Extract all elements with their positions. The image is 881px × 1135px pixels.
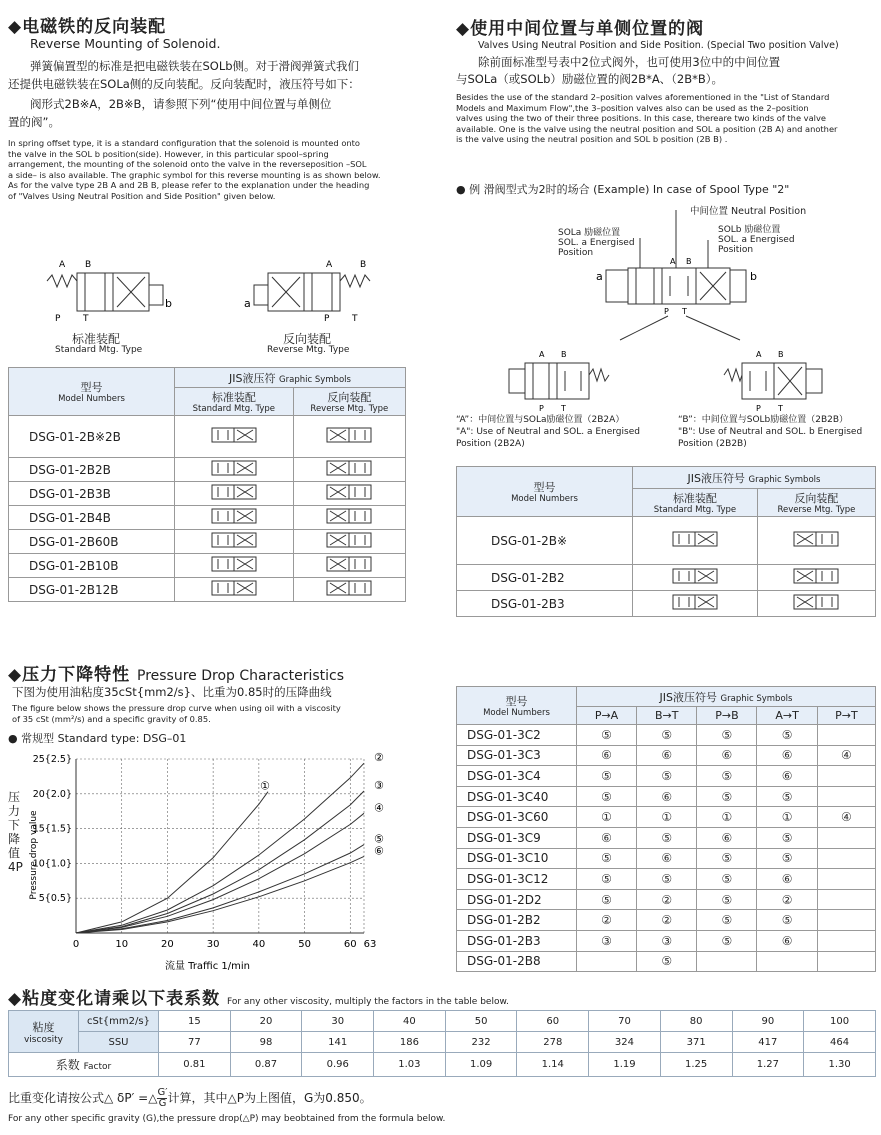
table-pressure-curves: 型号 Model Numbers JIS液压符号 Graphic Symbols P→A B→T P→B A→T P→T DSG-01-3C2 ⑤ ⑤ ⑤ ⑤ DSG-01-3C3 ⑥ ⑥ ⑥ ⑥ ④ DSG-01-3C4 ⑤ ⑤ ⑤ ⑥ DSG-01-3C40 ⑤ ⑥ ⑤ ⑤ DSG-01-3C60 ① ① ① ① ④ DSG-01-3C9 ⑥ ⑤ ⑥ ⑤ DSG-01-3C10 ⑤ ⑥ ⑤ ⑤ DSG-01-3C12 ⑤ ⑤ ⑤ ⑥ DSG-01-2D2 ⑤ ② ⑤ ② DSG-01-2B2 ② ② ⑤ ⑤ DSG-01-2B3 ③ ③ ⑤ ⑥ DSG-01-2B8 ⑤ (456, 686, 876, 972)
valve-symbol-icon (326, 532, 372, 548)
curve-number: ⑥ (757, 869, 817, 890)
curve-number: ⑤ (697, 869, 757, 890)
table-row (457, 591, 876, 617)
curve-number: ⑤ (697, 766, 757, 787)
curve-number (817, 786, 875, 807)
flow-path-header: B→T (637, 707, 697, 725)
svg-text:T: T (682, 307, 687, 316)
viscosity-value: 278 (517, 1032, 589, 1053)
svg-text:P: P (756, 404, 761, 413)
curve-number: ⑤ (697, 889, 757, 910)
curve-number: ⑤ (697, 910, 757, 931)
model-number: DSG-01-2B※2B (9, 416, 175, 458)
x-tick-label: 30 (206, 939, 220, 950)
viscosity-value: 90 (732, 1011, 804, 1032)
y-axis-label: Pressure drop value (29, 810, 39, 900)
svg-text:B: B (686, 257, 692, 266)
svg-text:A: A (539, 350, 545, 359)
solb-label: SOLb 励磁位置 SOL. a Energised Position (718, 225, 795, 255)
svg-text:A: A (756, 350, 762, 359)
svg-text:T: T (352, 314, 358, 324)
neutral-para-en: Besides the use of the standard 2–position valves aforementioned in the "List of Standard Models and Maximum Flow",the 3–position valves also can be used as the 2–position valves using the two of their three positions. In this case, thereare two kinds of the valve available. One is the valve using the neutral position and SOL a position (2B A) and another is the valve using the neutral position and SOL b position (2B B) . (456, 92, 838, 144)
model-number: DSG-01-3C10 (457, 848, 577, 869)
svg-text:B: B (360, 260, 367, 270)
curve-number: ⑥ (757, 930, 817, 951)
curve-number: ⑤ (577, 725, 637, 746)
x-tick-label: 50 (298, 939, 311, 950)
curve-number (817, 910, 875, 931)
viscosity-value: 30 (302, 1011, 374, 1032)
curve-number (817, 766, 875, 787)
std-mount-zh: 标准装配 (72, 332, 121, 346)
viscosity-value: 77 (159, 1032, 231, 1053)
table-row (9, 554, 406, 578)
curve-number: ① (757, 807, 817, 828)
valve-symbol-icon (326, 508, 372, 524)
curve-number: ⑤ (697, 725, 757, 746)
valve-symbol-icon (211, 556, 257, 572)
table-standard-reverse (8, 367, 406, 602)
curve-number: ⑥ (637, 745, 697, 766)
table-row (457, 786, 876, 807)
valve-2b2b-symbol (722, 345, 842, 415)
curve-number (817, 725, 875, 746)
curve-number: ⑥ (757, 766, 817, 787)
curve-number: ⑤ (757, 848, 817, 869)
viscosity-row: SSU 77 98 141 186 232 278 324 371 417 464 (9, 1032, 876, 1053)
curve-number: ⑤ (637, 766, 697, 787)
curve-number: ⑤ (697, 786, 757, 807)
curve-number: ② (637, 910, 697, 931)
valve-symbol-icon (211, 460, 257, 476)
table-row (9, 578, 406, 602)
x-tick-label: 40 (252, 939, 266, 950)
curve-number: ⑥ (637, 848, 697, 869)
sol-a-label: a (244, 297, 251, 310)
curve-number: ⑤ (637, 869, 697, 890)
viscosity-value: 141 (302, 1032, 374, 1053)
viscosity-value: 186 (374, 1032, 446, 1053)
model-number: DSG-01-2D2 (457, 889, 577, 910)
series-line (76, 763, 364, 933)
svg-text:P: P (664, 307, 669, 316)
svg-text:A: A (326, 260, 333, 270)
example-label: ● 例 滑阀型式为2时的场合 (Example) In case of Spool Type "2" (456, 183, 790, 196)
reverse-mount-symbol (240, 255, 400, 325)
flow-path-header: P→B (697, 707, 757, 725)
x-axis-label: 流量 Traffic 1/min (165, 961, 250, 972)
curve-number: ⑤ (637, 725, 697, 746)
viscosity-value: 1.03 (374, 1053, 446, 1077)
table-row (457, 951, 876, 972)
viscosity-value: 0.87 (230, 1053, 302, 1077)
curve-number: ① (697, 807, 757, 828)
x-tick-label: 20 (161, 939, 174, 950)
valve-symbol-icon (211, 427, 257, 443)
curve-number: ⑥ (757, 745, 817, 766)
x-tick-label: 63 (363, 939, 377, 950)
model-number: DSG-01-3C40 (457, 786, 577, 807)
y-tick-label: 20{2.0} (32, 788, 72, 800)
table-row (457, 889, 876, 910)
curve-number (817, 848, 875, 869)
table-row (9, 506, 406, 530)
viscosity-value: 1.09 (445, 1053, 517, 1077)
table-row (9, 458, 406, 482)
y-tick-label: 15{1.5} (32, 823, 72, 835)
valve-symbol-icon (211, 484, 257, 500)
curve-number (757, 951, 817, 972)
curve-number: ② (637, 889, 697, 910)
svg-text:P: P (539, 404, 544, 413)
col-jis: JIS液压符 Graphic Symbols (175, 368, 406, 388)
curve-number: ⑤ (637, 827, 697, 848)
curve-number: ② (577, 910, 637, 931)
col-rev: 反向装配 Reverse Mtg. Type (293, 388, 405, 416)
svg-text:B: B (561, 350, 567, 359)
neutral-para-zh: 除前面标准型号表中2位式阀外，也可使用3位中的中间位置 (478, 55, 781, 69)
viscosity-value: 232 (445, 1032, 517, 1053)
viscosity-value: 1.19 (589, 1053, 661, 1077)
viscosity-value: 464 (804, 1032, 876, 1053)
model-number: DSG-01-2B10B (9, 554, 175, 578)
svg-text:a: a (596, 270, 603, 283)
curve-number: ① (637, 807, 697, 828)
valve-symbol-icon (326, 460, 372, 476)
curve-number (817, 869, 875, 890)
curve-number: ⑥ (697, 745, 757, 766)
table-row (457, 565, 876, 591)
viscosity-row: 系数 Factor 0.81 0.87 0.96 1.03 1.09 1.14 1.19 1.25 1.27 1.30 (9, 1053, 876, 1077)
viscosity-row: 粘度 viscosity cSt{mm2/s} 15 20 30 40 50 60 70 80 90 100 (9, 1011, 876, 1032)
curve-number: ⑤ (757, 910, 817, 931)
model-number: DSG-01-3C9 (457, 827, 577, 848)
model-number: DSG-01-2B60B (9, 530, 175, 554)
viscosity-value: 100 (804, 1011, 876, 1032)
port-p-label: P (55, 314, 61, 324)
curve-number: ⑥ (637, 786, 697, 807)
curve-number: ⑥ (697, 827, 757, 848)
table-neutral-side: 型号 Model Numbers JIS液压符号 Graphic Symbols 标准装配 Standard Mtg. Type 反向装配 Reverse Mtg. Type DSG-01-2B※ DSG-01-2B2 DSG-01-2B3 (456, 466, 876, 617)
valve-symbol-icon (672, 531, 718, 547)
table-row (9, 530, 406, 554)
model-number: DSG-01-2B3 (457, 591, 633, 617)
viscosity-value: 1.27 (732, 1053, 804, 1077)
model-number: DSG-01-2B※ (457, 517, 633, 565)
model-number: DSG-01-2B2B (9, 458, 175, 482)
model-number: DSG-01-2B12B (9, 578, 175, 602)
valve-2b2a-symbol (505, 345, 625, 415)
valve-symbol-icon (672, 568, 718, 584)
viscosity-value: 0.81 (159, 1053, 231, 1077)
table-row (457, 930, 876, 951)
pressure-title: ◆压力下降特性 Pressure Drop Characteristics (8, 665, 345, 685)
x-tick-label: 10 (115, 939, 129, 950)
curve-number (817, 951, 875, 972)
curve-number: ⑤ (577, 786, 637, 807)
viscosity-value: 417 (732, 1032, 804, 1053)
viscosity-value: 40 (374, 1011, 446, 1032)
curve-number: ③ (637, 930, 697, 951)
table-row (457, 807, 876, 828)
viscosity-value: 1.30 (804, 1053, 876, 1077)
valve-symbol-icon (326, 427, 372, 443)
reverse-para-zh: 阀形式2B※A，2B※B，请参照下列“使用中间位置与单侧位 (30, 97, 332, 111)
viscosity-value: 371 (660, 1032, 732, 1053)
table-row (9, 416, 406, 458)
reverse-title: ◆电磁铁的反向装配 (8, 17, 167, 37)
table-row (457, 910, 876, 931)
viscosity-value: 60 (517, 1011, 589, 1032)
valve-symbol-icon (211, 508, 257, 524)
rev-mount-en: Reverse Mtg. Type (267, 345, 350, 355)
model-number: DSG-01-2B2 (457, 565, 633, 591)
svg-text:T: T (561, 404, 566, 413)
curve-number: ② (757, 889, 817, 910)
table-row (457, 827, 876, 848)
table-row (457, 517, 876, 565)
table-row (9, 482, 406, 506)
flow-path-header: P→T (817, 707, 875, 725)
series-line (76, 791, 364, 933)
viscosity-value: 1.25 (660, 1053, 732, 1077)
series-line (76, 856, 364, 933)
curve-number: ⑤ (577, 766, 637, 787)
rev-mount-zh: 反向装配 (283, 332, 332, 346)
port-a-label: A (59, 260, 66, 270)
neutral-title: ◆使用中间位置与单侧位置的阀 (456, 19, 705, 39)
col-model: 型号 Model Numbers (9, 368, 175, 416)
std-mount-en: Standard Mtg. Type (55, 345, 143, 355)
valve-symbol-icon (326, 580, 372, 596)
viscosity-value: 70 (589, 1011, 661, 1032)
chart-ylabel-zh: 压 力 下 降 值 4P (8, 790, 23, 874)
model-number: DSG-01-2B8 (457, 951, 577, 972)
curve-number (697, 951, 757, 972)
reverse-para-en: In spring offset type, it is a standard configuration that the solenoid is mounted onto the valve in the SOL b position(side). However, in this particular spool–spring arrangement, the mounting of the solenoid onto the valve in the reverseposition –SOL a side– is also available. The graphic symbol for this reverse mounting is as shown below. As for the valve type 2B A and 2B B, please refer to the explanation under the heading of "Valves Using Neutral Position and Side Position" given below. (8, 138, 381, 201)
pressure-type-label: ● 常规型 Standard type: DSG–01 (8, 732, 187, 745)
curve-number: ④ (817, 807, 875, 828)
curve-number: ① (577, 807, 637, 828)
model-number: DSG-01-3C3 (457, 745, 577, 766)
model-number: DSG-01-2B3 (457, 930, 577, 951)
model-number: DSG-01-3C60 (457, 807, 577, 828)
curve-number: ⑤ (577, 869, 637, 890)
viscosity-table (8, 1010, 876, 1077)
curve-number: ⑤ (697, 848, 757, 869)
table-row (457, 869, 876, 890)
reverse-para-zh: 还提供电磁铁装在SOLa侧的反向装配。反向装配时，液压符号如下： (8, 77, 360, 91)
table-row (457, 766, 876, 787)
reverse-para-zh: 置的阀”。 (8, 115, 60, 129)
curve-number: ⑥ (577, 827, 637, 848)
series-label: ⑤ (374, 832, 384, 846)
curve-number: ⑤ (637, 951, 697, 972)
y-tick-label: 25{2.5} (32, 754, 72, 765)
series-label: ⑥ (374, 844, 384, 858)
y-tick-label: 10{1.0} (32, 858, 72, 870)
sol-b-label: b (165, 297, 172, 310)
y-tick-label: 5{0.5} (38, 893, 72, 905)
curve-number: ⑤ (697, 930, 757, 951)
port-t-label: T (83, 314, 89, 324)
gravity-formula: 比重变化请按公式△ δP′ =△ $\frac{G'}{G}$ 计算，其中△P为上图值，G为0.850。 (8, 1087, 372, 1109)
svg-text:P: P (324, 314, 330, 324)
gravity-formula-en: For any other specific gravity (G),the pressure drop(△P) may beobtained from the formula below. (8, 1114, 446, 1124)
curve-number: ⑤ (577, 848, 637, 869)
valve-symbol-icon (326, 556, 372, 572)
curve-number: ⑤ (757, 827, 817, 848)
valve-symbol-icon (211, 532, 257, 548)
neutral-position-label: 中间位置 Neutral Position (690, 206, 807, 217)
x-tick-label: 0 (72, 939, 80, 950)
curve-number (817, 930, 875, 951)
series-line (76, 845, 364, 933)
curve-number: ⑤ (577, 889, 637, 910)
flow-path-header: A→T (757, 707, 817, 725)
curve-number (817, 827, 875, 848)
table-row (457, 745, 876, 766)
curve-number (817, 889, 875, 910)
series-label: ③ (374, 779, 384, 793)
caption-2b2a: “A”：中间位置与SOLa励磁位置（2B2A） "A": Use of Neutral and SOL. a Energised Position (2B2A) (456, 415, 640, 449)
series-label: ② (374, 751, 384, 765)
table-row (457, 725, 876, 746)
valve-symbol-icon (793, 568, 839, 584)
standard-mount-symbol (45, 255, 200, 325)
viscosity-value: 80 (660, 1011, 732, 1032)
caption-2b2b: “B”：中间位置与SOLb励磁位置（2B2B） "B": Use of Neutral and SOL. b Energised Position (2B2B) (678, 415, 863, 449)
port-b-label: B (85, 260, 92, 270)
table-row (457, 848, 876, 869)
svg-text:B: B (778, 350, 784, 359)
flow-path-header: P→A (577, 707, 637, 725)
curve-number: ④ (817, 745, 875, 766)
valve-symbol-icon (211, 580, 257, 596)
valve-symbol-icon (793, 531, 839, 547)
viscosity-title: ◆粘度变化请乘以下表系数 For any other viscosity, multiply the factors in the table below. (8, 989, 509, 1009)
curve-number: ③ (577, 930, 637, 951)
neutral-title-en: Valves Using Neutral Position and Side Position. (Special Two position Valve) (478, 40, 839, 51)
viscosity-value: 98 (230, 1032, 302, 1053)
model-number: DSG-01-3C12 (457, 869, 577, 890)
reverse-para-zh: 弹簧偏置型的标准是把电磁铁装在SOLb侧。对于滑阀弹簧式我们 (30, 59, 360, 73)
curve-number: ⑤ (757, 786, 817, 807)
viscosity-value: 0.96 (302, 1053, 374, 1077)
valve-symbol-icon (672, 594, 718, 610)
model-number: DSG-01-2B2 (457, 910, 577, 931)
pressure-drop-chart (0, 745, 400, 975)
curve-number: ⑥ (577, 745, 637, 766)
curve-number: ⑤ (757, 725, 817, 746)
series-line (76, 813, 364, 933)
viscosity-value: 15 (159, 1011, 231, 1032)
svg-text:A: A (670, 257, 676, 266)
valve-symbol-icon (326, 484, 372, 500)
model-number: DSG-01-3C2 (457, 725, 577, 746)
series-label: ④ (374, 801, 384, 815)
viscosity-value: 50 (445, 1011, 517, 1032)
series-label: ① (260, 779, 270, 793)
x-tick-label: 60 (343, 939, 357, 950)
valve-symbol-icon (793, 594, 839, 610)
neutral-para-zh: 与SOLa（或SOLb）励磁位置的阀2B*A、（2B*B）。 (456, 72, 724, 86)
viscosity-value: 20 (230, 1011, 302, 1032)
pressure-para-en: The figure below shows the pressure drop curve when using oil with a viscosity of 35 cSt (mm²/s) and a specific gravity of 0.85. (12, 703, 341, 724)
model-number: DSG-01-3C4 (457, 766, 577, 787)
viscosity-value: 324 (589, 1032, 661, 1053)
curve-number (577, 951, 637, 972)
model-number: DSG-01-2B4B (9, 506, 175, 530)
svg-text:b: b (750, 270, 757, 283)
viscosity-value: 1.14 (517, 1053, 589, 1077)
reverse-title-en: Reverse Mounting of Solenoid. (30, 36, 221, 51)
sola-label: SOLa 励磁位置 SOL. a Energised Position (558, 228, 635, 258)
col-std: 标准装配 Standard Mtg. Type (175, 388, 294, 416)
pressure-para-zh: 下图为使用油粘度35cSt{mm2/s}、比重为0.85时的压降曲线 (12, 685, 332, 699)
svg-text:T: T (778, 404, 783, 413)
model-number: DSG-01-2B3B (9, 482, 175, 506)
